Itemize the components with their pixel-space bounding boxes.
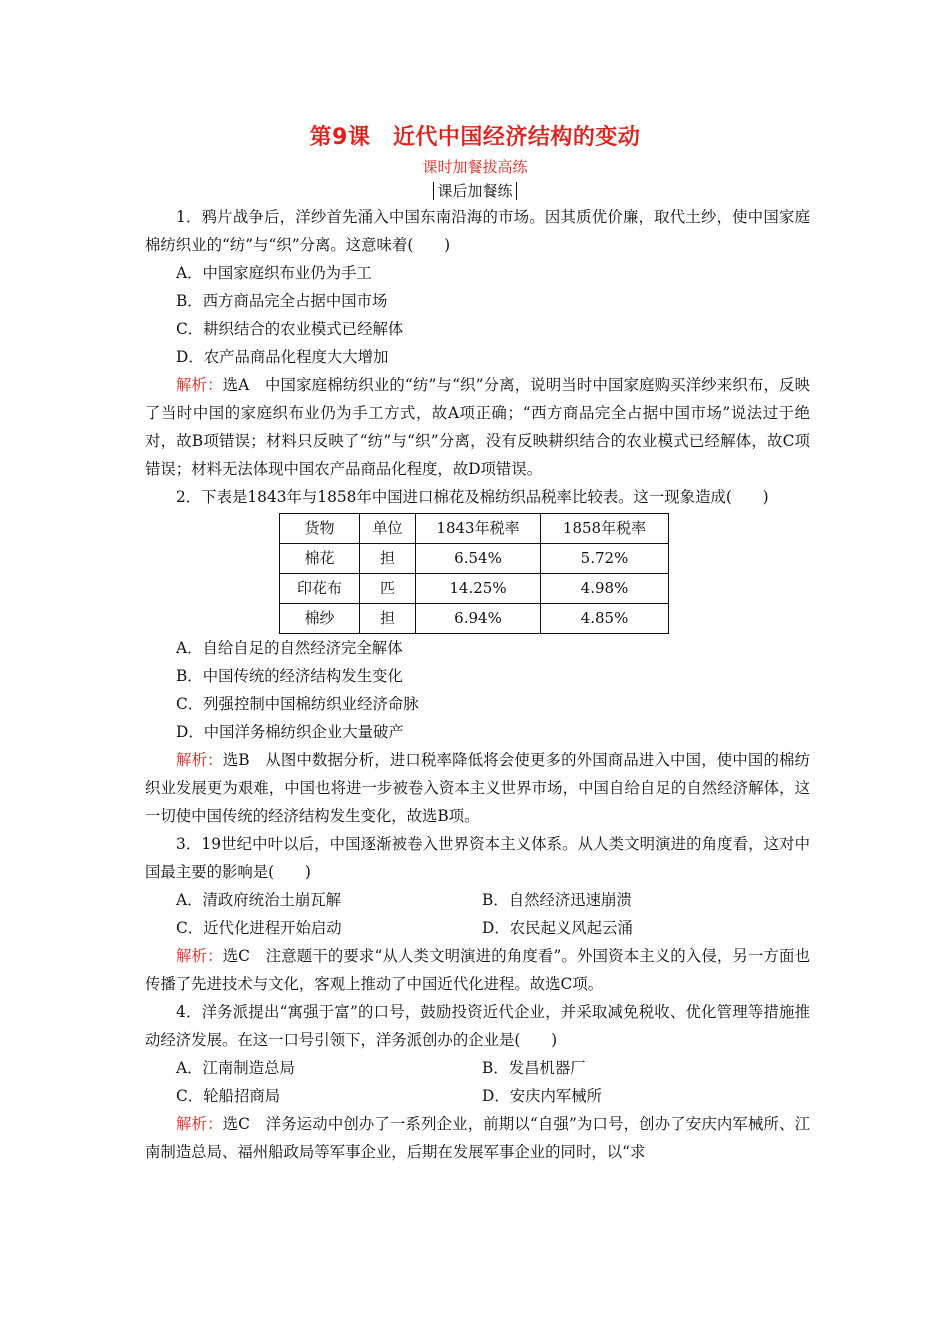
table-row xyxy=(280,544,669,574)
question-2-option-c: C．列强控制中国棉纺织业经济命脉 xyxy=(176,695,419,713)
question-4-options-row-1 xyxy=(145,1054,810,1082)
table-header-row xyxy=(280,514,669,544)
question-2-option-d: D．中国洋务棉纺织企业大量破产 xyxy=(176,723,404,741)
page-subtitle: 课时加餐拔高练 xyxy=(422,158,528,176)
question-4-option-a: A．江南制造总局 xyxy=(176,1059,295,1077)
page-title: 第9课 近代中国经济结构的变动 xyxy=(309,125,641,150)
table-header-cell: 单位 xyxy=(360,514,416,544)
question-3-options-row-1 xyxy=(145,886,810,914)
analysis-label: 解析： xyxy=(176,751,223,769)
table-header-cell: 货物 xyxy=(280,514,360,544)
question-2-stem: 2．下表是1843年与1858年中国进口棉花及棉纺织品税率比较表。这一现象造成( ) xyxy=(176,488,769,506)
question-3-stem: 3．19世纪中叶以后，中国逐渐被卷入世界资本主义体系。从人类文明演进的角度看，这对中国最主要的影响是( ) xyxy=(145,835,810,881)
table-cell: 棉花 xyxy=(280,544,360,574)
table-cell: 棉纱 xyxy=(280,604,360,634)
question-4-option-c: C．轮船招商局 xyxy=(176,1087,281,1105)
question-1-stem: 1．鸦片战争后，洋纱首先涌入中国东南沿海的市场。因其质优价廉，取代土纱，使中国家庭棉纺织业的“纺”与“织”分离。这意味着( ) xyxy=(145,208,810,254)
section-tag-label: 课后加餐练 xyxy=(433,182,516,200)
question-4-stem: 4．洋务派提出“寓强于富”的口号，鼓励投资近代企业，并采取减免税收、优化管理等措施推动经济发展。在这一口号引领下，洋务派创办的企业是( ) xyxy=(145,1003,810,1049)
table-cell: 4.85% xyxy=(541,604,669,634)
table-cell: 6.54% xyxy=(416,544,541,574)
question-3-option-b: B．自然经济迅速崩溃 xyxy=(482,891,632,909)
tax-rate-table xyxy=(279,513,669,634)
question-3-option-c: C．近代化进程开始启动 xyxy=(176,919,342,937)
table-header-cell: 1858年税率 xyxy=(541,514,669,544)
table-cell: 6.94% xyxy=(416,604,541,634)
question-1-option-c: C．耕织结合的农业模式已经解体 xyxy=(176,320,404,338)
question-3-option-d: D．农民起义风起云涌 xyxy=(482,919,633,937)
table-cell: 印花布 xyxy=(280,574,360,604)
table-row xyxy=(280,574,669,604)
table-cell: 14.25% xyxy=(416,574,541,604)
analysis-label: 解析： xyxy=(176,1115,223,1133)
question-4-analysis-text: 选C 洋务运动中创办了一系列企业，前期以“自强”为口号，创办了安庆内军械所、江南制造总局、福州船政局等军事企业，后期在发展军事企业的同时，以“求 xyxy=(145,1115,810,1161)
question-3-options-row-2 xyxy=(145,914,810,942)
question-4-option-d: D．安庆内军械所 xyxy=(482,1087,603,1105)
question-2-option-a: A．自给自足的自然经济完全解体 xyxy=(176,639,403,657)
question-1-option-b: B．西方商品完全占据中国市场 xyxy=(176,292,388,310)
question-1-option-a: A．中国家庭织布业仍为手工 xyxy=(176,264,372,282)
table-cell: 4.98% xyxy=(541,574,669,604)
table-row xyxy=(280,604,669,634)
table-cell: 担 xyxy=(360,604,416,634)
analysis-label: 解析： xyxy=(176,947,223,965)
question-2-option-b: B．中国传统的经济结构发生变化 xyxy=(176,667,403,685)
question-4-analysis xyxy=(145,1110,810,1166)
section-tag xyxy=(0,180,950,201)
table-cell: 担 xyxy=(360,544,416,574)
question-body xyxy=(145,203,810,1166)
question-3-analysis-text: 选C 注意题干的要求“从人类文明演进的角度看”。外国资本主义的入侵，另一方面也传播了先进技术与文化，客观上推动了中国近代化进程。故选C项。 xyxy=(145,947,810,993)
question-4-option-b: B．发昌机器厂 xyxy=(482,1059,586,1077)
question-2-analysis xyxy=(145,746,810,830)
table-cell: 5.72% xyxy=(541,544,669,574)
question-3-option-a: A．清政府统治土崩瓦解 xyxy=(176,891,342,909)
table-cell: 匹 xyxy=(360,574,416,604)
question-1-analysis xyxy=(145,371,810,483)
question-3-analysis xyxy=(145,942,810,998)
question-1-analysis-text: 选A 中国家庭棉纺织业的“纺”与“织”分离，说明当时中国家庭购买洋纱来织布，反映了当时中国的家庭织布业仍为手工方式，故A项正确；“西方商品完全占据中国市场”说法过于绝对，故B项错误；材料只反映了“纺”与“织”分离，没有反映耕织结合的农业模式已经解体，故C项错误；材料无法体现中国农产品商品化程度，故D项错误。 xyxy=(145,376,810,478)
analysis-label: 解析： xyxy=(176,376,223,394)
question-2-analysis-text: 选B 从图中数据分析，进口税率降低将会使更多的外国商品进入中国，使中国的棉纺织业发展更为艰难，中国也将进一步被卷入资本主义世界市场，中国自给自足的自然经济解体，这一切使中国传统的经济结构发生变化，故选B项。 xyxy=(145,751,810,825)
question-1-option-d: D．农产品商品化程度大大增加 xyxy=(176,348,389,366)
table-header-cell: 1843年税率 xyxy=(416,514,541,544)
question-4-options-row-2 xyxy=(145,1082,810,1110)
